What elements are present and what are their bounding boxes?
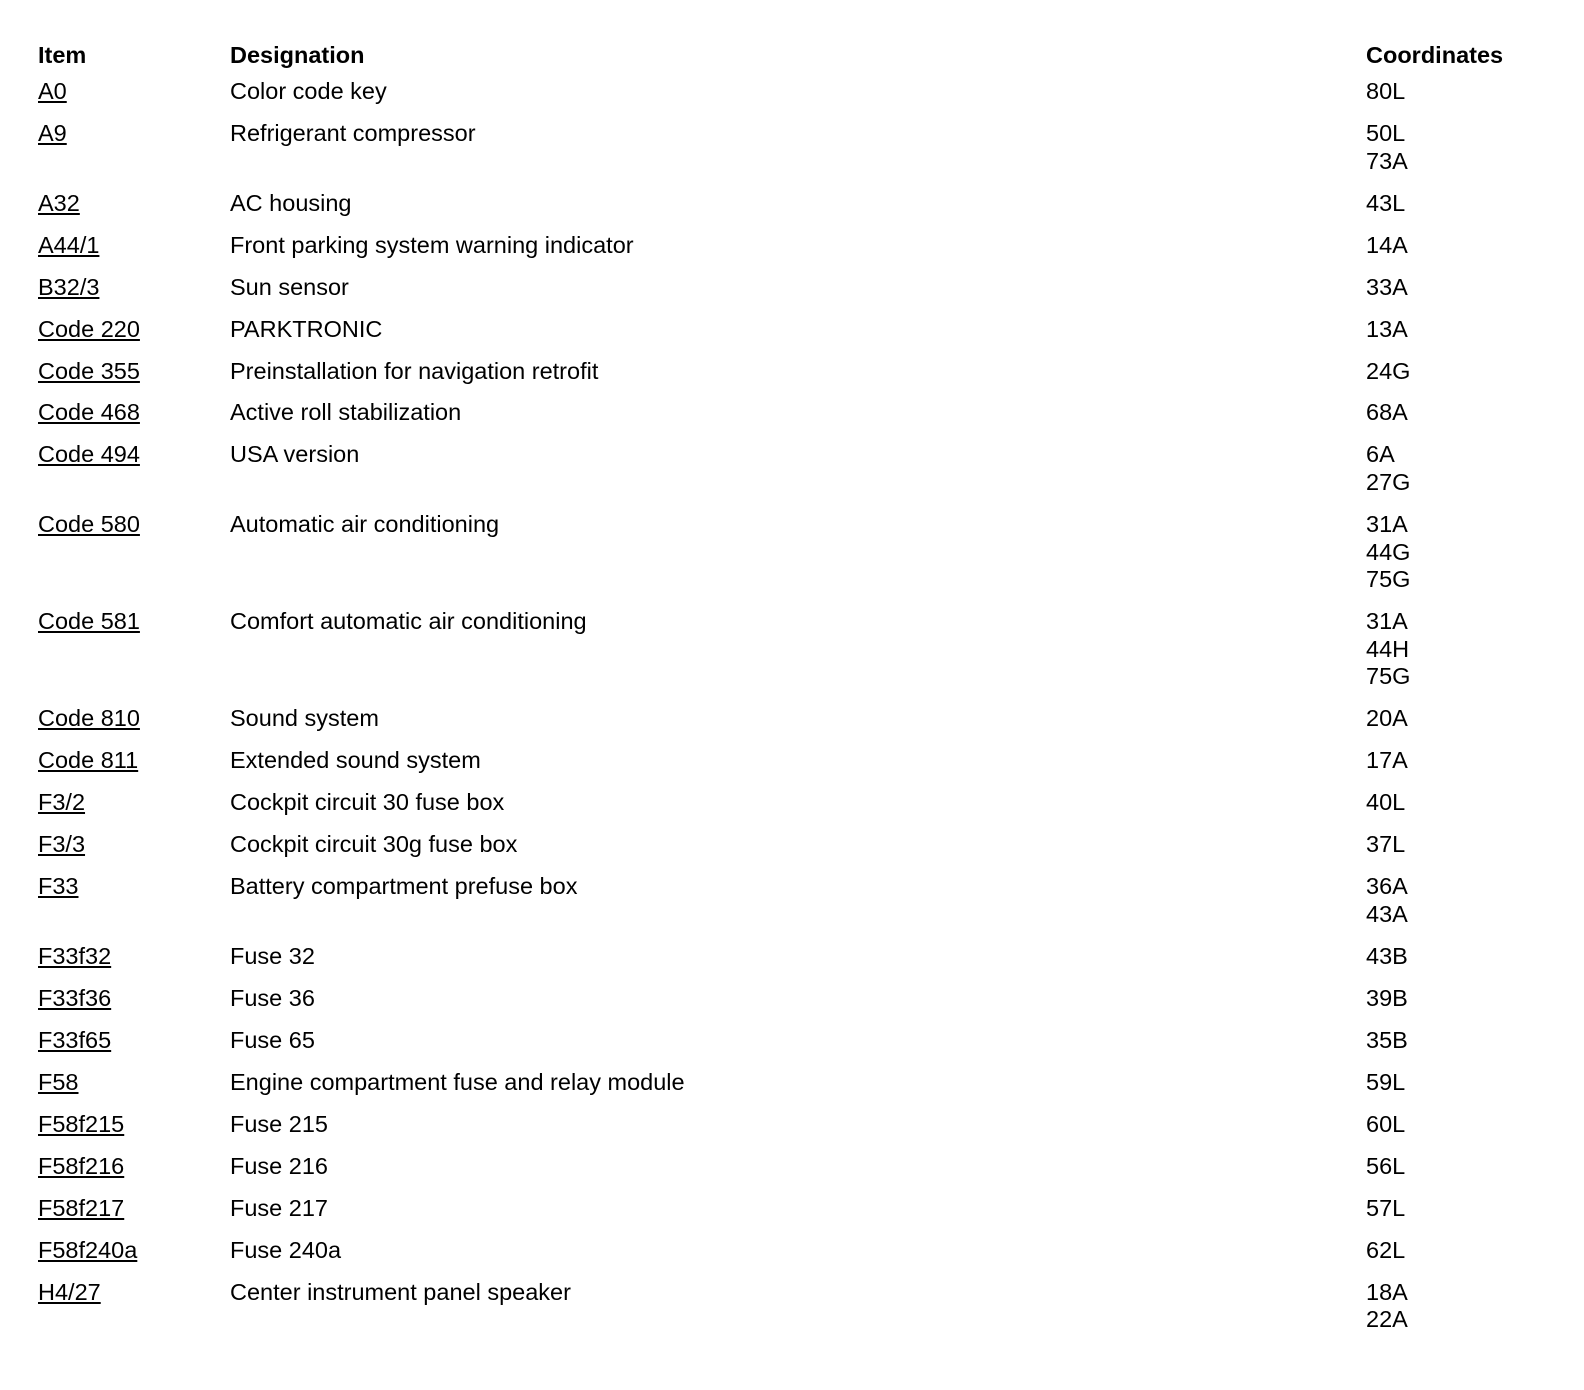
table-row (38, 985, 1558, 1027)
item-link[interactable]: A9 (38, 119, 67, 146)
item-cell (38, 985, 230, 1027)
designation-cell: Engine compartment fuse and relay module (230, 1068, 685, 1095)
table-row (38, 78, 1558, 120)
designation-cell: Fuse 215 (230, 1110, 328, 1137)
coordinate-value: 44H (1366, 635, 1410, 662)
header-coordinates: Coordinates (1366, 42, 1504, 68)
coordinate-value: 57L (1366, 1194, 1406, 1221)
designation-cell: Cockpit circuit 30 fuse box (230, 789, 505, 816)
coordinates-cell (1366, 1111, 1558, 1153)
coordinates-cell (1366, 232, 1558, 274)
designation-cell: Extended sound system (230, 747, 481, 774)
designation-cell: Fuse 32 (230, 942, 315, 969)
designation-cell: Sun sensor (230, 273, 349, 300)
coordinates-cell (1366, 399, 1558, 441)
item-link[interactable]: F58f215 (38, 1110, 125, 1137)
coordinates-cell (1366, 789, 1558, 831)
designation-cell: Fuse 216 (230, 1152, 328, 1179)
table-row (38, 399, 1558, 441)
item-cell (38, 873, 230, 943)
coordinate-value: 13A (1366, 315, 1408, 342)
item-link[interactable]: A32 (38, 189, 80, 216)
table-row (38, 1153, 1558, 1195)
table-row (38, 1027, 1558, 1069)
designation-cell: Fuse 240a (230, 1236, 342, 1263)
coordinates-cell (1366, 831, 1558, 873)
item-cell (38, 831, 230, 873)
coordinates-cell (1366, 1237, 1558, 1279)
component-legend-table (38, 40, 1558, 1348)
table-row (38, 511, 1558, 608)
item-link[interactable]: F33f32 (38, 942, 112, 969)
coordinate-value: 44G (1366, 538, 1411, 565)
coordinates-cell (1366, 1069, 1558, 1111)
coordinate-value: 6A (1366, 441, 1395, 468)
item-link[interactable]: A0 (38, 78, 67, 104)
item-cell (38, 943, 230, 985)
designation-cell: Fuse 65 (230, 1026, 315, 1053)
table-row (38, 1237, 1558, 1279)
coordinate-value: 62L (1366, 1236, 1406, 1263)
table-row (38, 232, 1558, 274)
coordinate-value: 36A (1366, 873, 1408, 900)
item-cell (38, 232, 230, 274)
item-cell (38, 608, 230, 705)
coordinate-value: 43B (1366, 942, 1408, 969)
coordinate-value: 24G (1366, 357, 1411, 384)
coordinate-value: 22A (1366, 1306, 1408, 1333)
coordinates-cell (1366, 873, 1558, 943)
item-cell (38, 399, 230, 441)
coordinate-value: 43A (1366, 900, 1408, 927)
item-cell (38, 441, 230, 511)
designation-cell: USA version (230, 441, 360, 468)
coordinates-cell (1366, 747, 1558, 789)
coordinate-value: 31A (1366, 511, 1408, 538)
table-row (38, 274, 1558, 316)
coordinates-cell (1366, 358, 1558, 400)
item-link[interactable]: Code 355 (38, 357, 140, 384)
coordinate-value: 68A (1366, 399, 1408, 426)
item-link[interactable]: Code 220 (38, 315, 140, 342)
coordinates-cell (1366, 511, 1558, 608)
table-row (38, 1195, 1558, 1237)
item-cell (38, 789, 230, 831)
designation-cell: Preinstallation for navigation retrofit (230, 357, 599, 384)
designation-cell: Color code key (230, 78, 387, 104)
coordinates-cell (1366, 1279, 1558, 1349)
item-cell (38, 316, 230, 358)
table-row (38, 705, 1558, 747)
coordinate-value: 50L (1366, 119, 1406, 146)
item-cell (38, 1237, 230, 1279)
item-cell (38, 511, 230, 608)
item-cell (38, 274, 230, 316)
coordinate-value: 39B (1366, 984, 1408, 1011)
table-row (38, 1279, 1558, 1349)
item-cell (38, 358, 230, 400)
designation-cell: Active roll stabilization (230, 399, 462, 426)
designation-cell: PARKTRONIC (230, 315, 383, 342)
coordinates-cell (1366, 274, 1558, 316)
item-cell (38, 1069, 230, 1111)
designation-cell: Battery compartment prefuse box (230, 873, 578, 900)
table-row (38, 120, 1558, 190)
item-link[interactable]: F58f216 (38, 1152, 125, 1179)
item-cell (38, 705, 230, 747)
table-row (38, 873, 1558, 943)
table-header (38, 40, 1558, 78)
item-link[interactable]: F58 (38, 1068, 79, 1095)
item-link[interactable]: A44/1 (38, 231, 100, 258)
table-body (38, 78, 1558, 1348)
coordinate-value: 27G (1366, 469, 1411, 496)
coordinate-value: 75G (1366, 566, 1411, 593)
coordinate-value: 14A (1366, 231, 1408, 258)
item-cell (38, 1279, 230, 1349)
coordinates-cell (1366, 985, 1558, 1027)
coordinate-value: 18A (1366, 1278, 1408, 1305)
coordinate-value: 56L (1366, 1152, 1406, 1179)
table-row (38, 608, 1558, 705)
item-link[interactable]: F33 (38, 873, 79, 900)
designation-cell: AC housing (230, 189, 352, 216)
coordinate-value: 43L (1366, 189, 1406, 216)
item-link[interactable]: Code 494 (38, 441, 140, 468)
coordinate-value: 33A (1366, 273, 1408, 300)
item-link[interactable]: F3/3 (38, 831, 86, 858)
coordinate-value: 35B (1366, 1026, 1408, 1053)
table-row (38, 943, 1558, 985)
table-row (38, 831, 1558, 873)
coordinates-cell (1366, 441, 1558, 511)
table-row (38, 1111, 1558, 1153)
item-cell (38, 190, 230, 232)
designation-cell: Sound system (230, 705, 379, 732)
item-link[interactable]: F58f217 (38, 1194, 125, 1221)
designation-cell: Front parking system warning indicator (230, 231, 634, 258)
item-cell (38, 78, 230, 120)
coordinates-cell (1366, 1195, 1558, 1237)
coordinate-value: 17A (1366, 747, 1408, 774)
coordinates-cell (1366, 608, 1558, 705)
item-cell (38, 120, 230, 190)
coordinate-value: 60L (1366, 1110, 1406, 1137)
item-link[interactable]: Code 810 (38, 705, 140, 732)
table-row (38, 747, 1558, 789)
item-link[interactable]: F3/2 (38, 789, 86, 816)
item-cell (38, 1153, 230, 1195)
header-row (38, 40, 1558, 78)
coordinate-value: 59L (1366, 1068, 1406, 1095)
coordinate-value: 73A (1366, 147, 1408, 174)
item-cell (38, 1111, 230, 1153)
table-row (38, 1069, 1558, 1111)
item-link[interactable]: Code 580 (38, 511, 140, 538)
designation-cell: Fuse 36 (230, 984, 315, 1011)
item-link[interactable]: F33f36 (38, 984, 112, 1011)
item-link[interactable]: Code 581 (38, 608, 140, 635)
coordinate-value: 80L (1366, 78, 1406, 104)
coordinate-value: 31A (1366, 608, 1408, 635)
coordinate-value: 75G (1366, 663, 1411, 690)
coordinates-cell (1366, 1153, 1558, 1195)
coordinates-cell (1366, 943, 1558, 985)
coordinates-cell (1366, 120, 1558, 190)
designation-cell: Fuse 217 (230, 1194, 328, 1221)
item-cell (38, 1195, 230, 1237)
coordinates-cell (1366, 316, 1558, 358)
coordinates-cell (1366, 78, 1558, 120)
header-item: Item (38, 42, 87, 68)
table-row (38, 789, 1558, 831)
coordinates-cell (1366, 190, 1558, 232)
header-designation: Designation (230, 42, 365, 68)
table-row (38, 358, 1558, 400)
item-link[interactable]: Code 468 (38, 399, 140, 426)
designation-cell: Automatic air conditioning (230, 511, 500, 538)
item-cell (38, 1027, 230, 1069)
designation-cell: Refrigerant compressor (230, 119, 476, 146)
item-link[interactable]: F58f240a (38, 1236, 138, 1263)
item-link[interactable]: B32/3 (38, 273, 100, 300)
table-row (38, 190, 1558, 232)
designation-cell: Cockpit circuit 30g fuse box (230, 831, 518, 858)
coordinates-cell (1366, 1027, 1558, 1069)
designation-cell: Comfort automatic air conditioning (230, 608, 587, 635)
coordinate-value: 40L (1366, 789, 1406, 816)
table-row (38, 316, 1558, 358)
coordinates-cell (1366, 705, 1558, 747)
item-link[interactable]: F33f65 (38, 1026, 112, 1053)
item-link[interactable]: H4/27 (38, 1278, 101, 1305)
table-row (38, 441, 1558, 511)
coordinate-value: 20A (1366, 705, 1408, 732)
item-link[interactable]: Code 811 (38, 747, 139, 774)
coordinate-value: 37L (1366, 831, 1406, 858)
item-cell (38, 747, 230, 789)
designation-cell: Center instrument panel speaker (230, 1278, 571, 1305)
